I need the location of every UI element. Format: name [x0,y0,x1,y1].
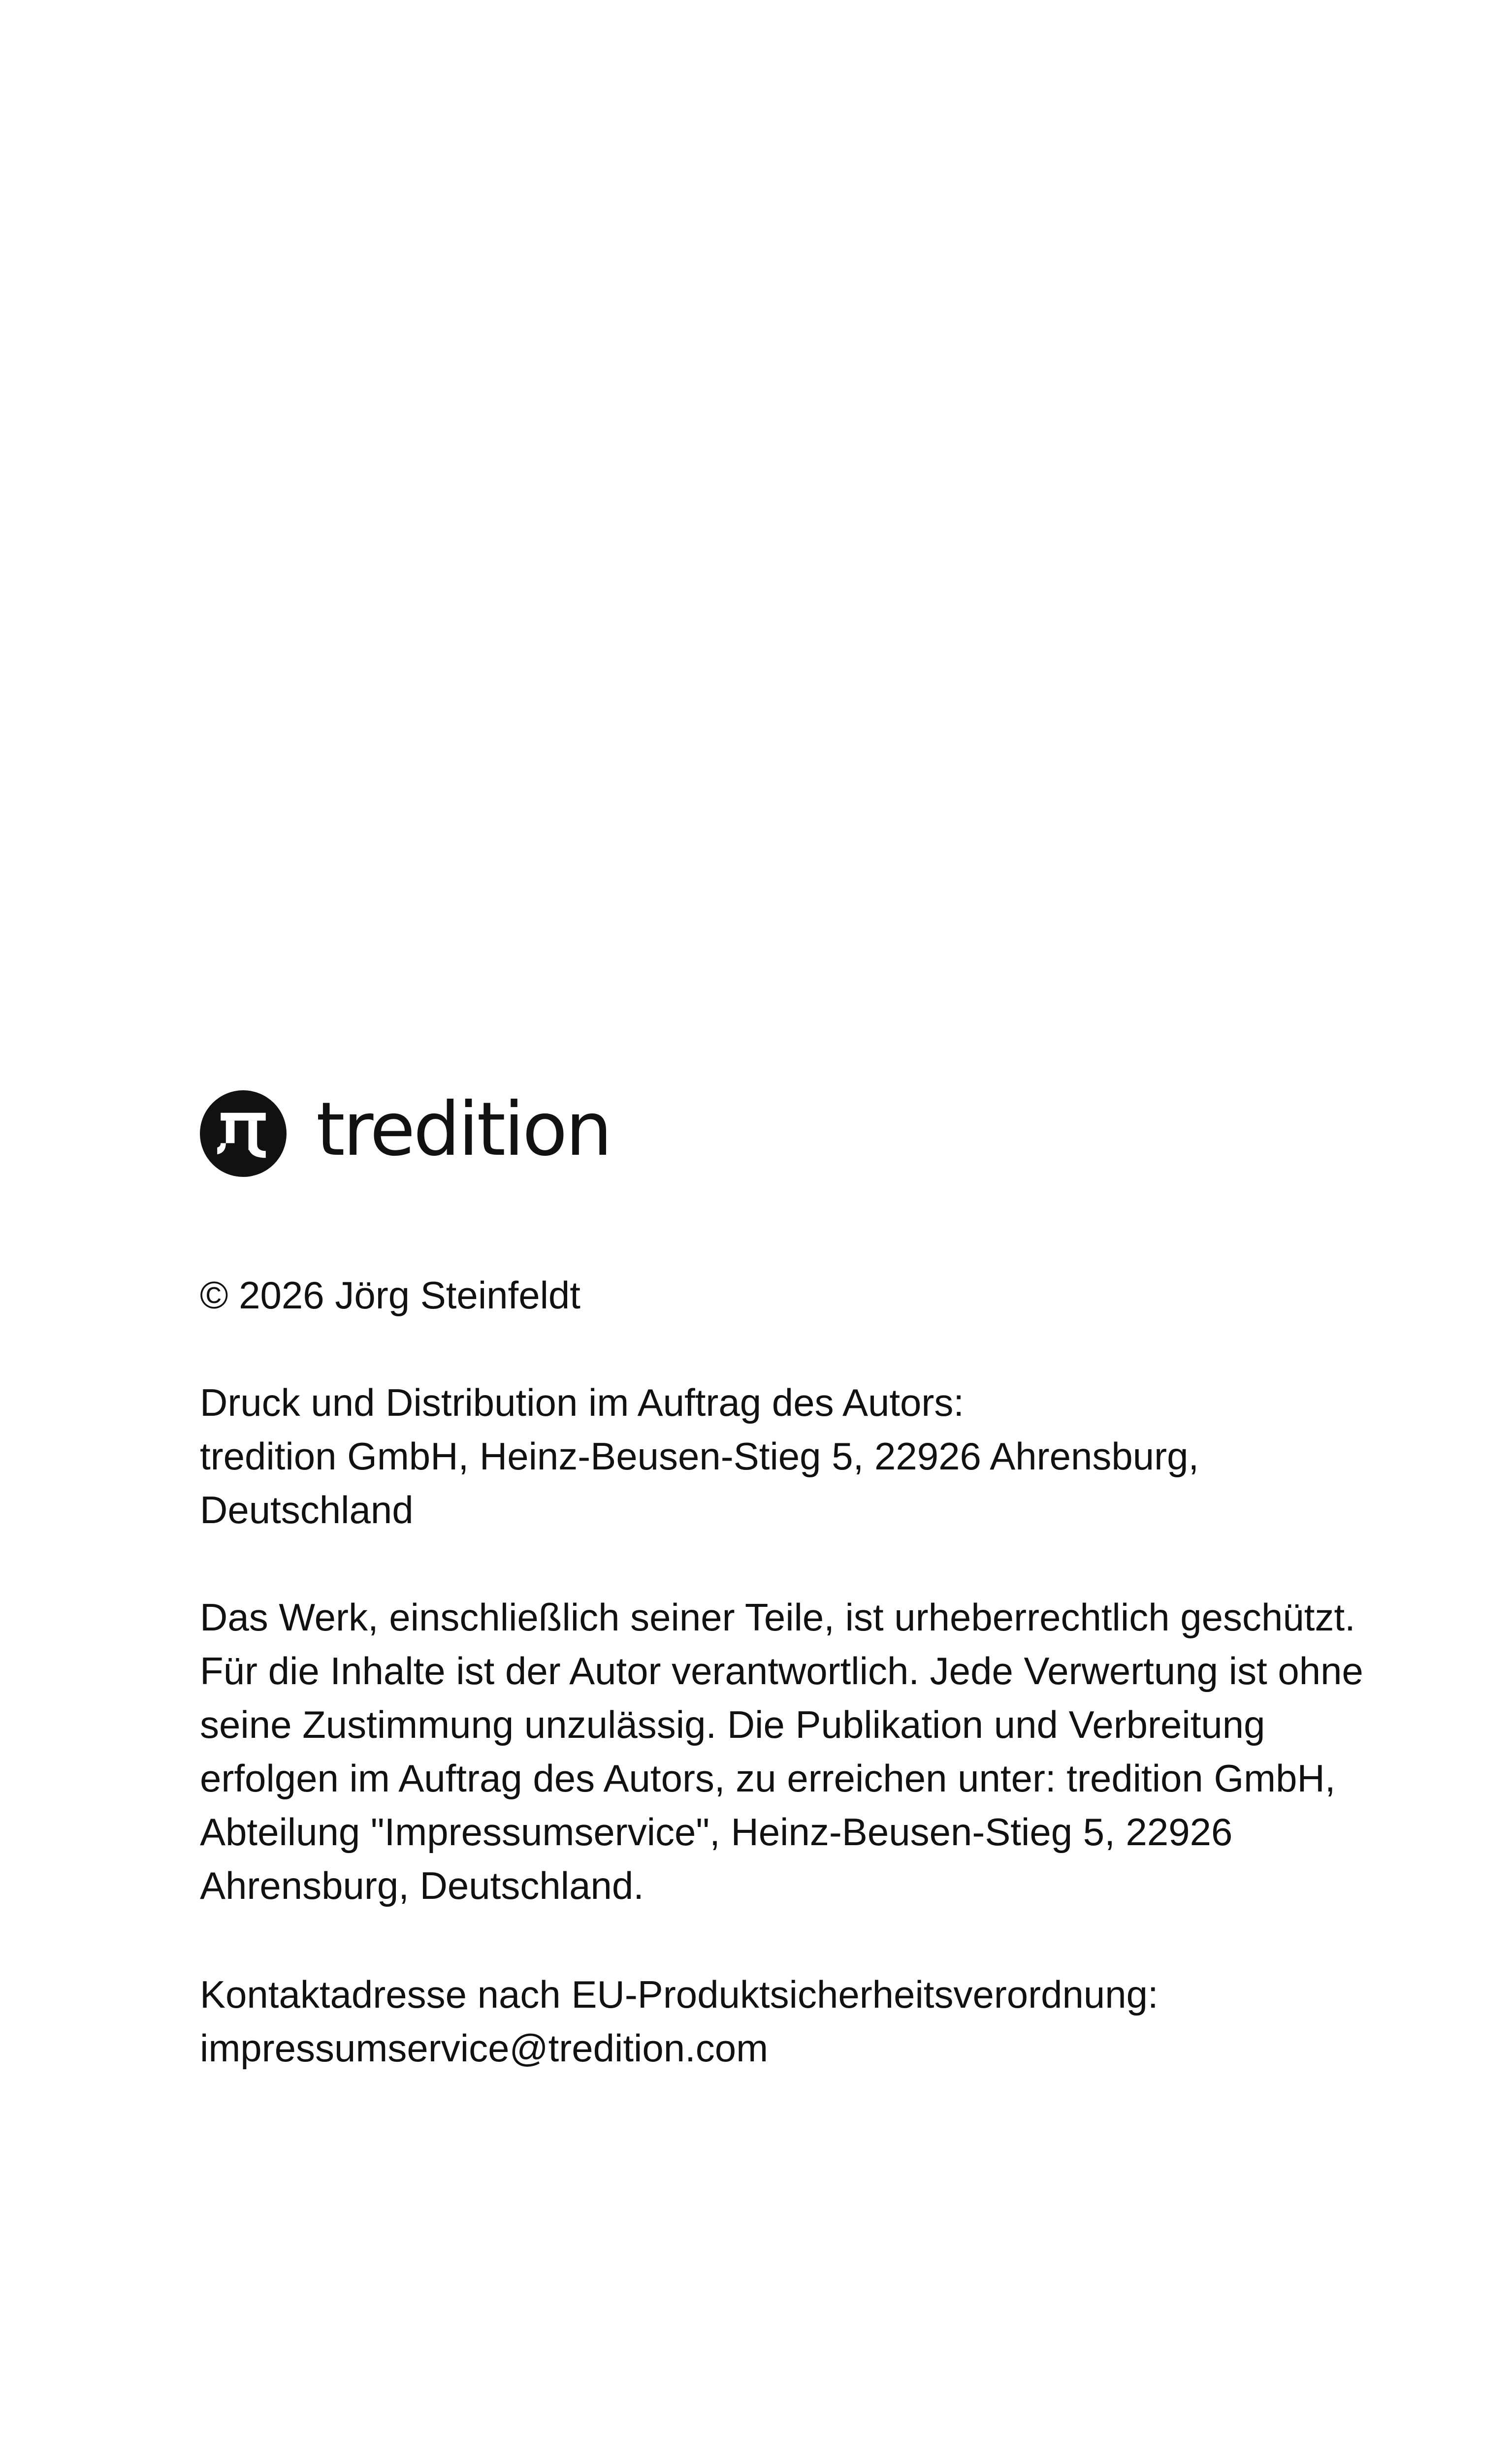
contact-line: Kontaktadresse nach EU-Produktsicherheitsverordnung: [200,1973,1158,2016]
copyright-statement [200,1591,1391,1913]
copyright-notice [200,1269,1391,1322]
printing-line-1: Druck und Distribution im Auftrag des Autors: [200,1381,965,1424]
statement-line-2: Für die Inhalte ist der Autor verantwortlich. Jede Verwertung ist ohne [200,1649,1363,1693]
contact-email: impressumservice@tredition.com [200,2026,769,2070]
logo-wordmark: tredition [316,1087,611,1173]
printing-line-3: Deutschland [200,1488,414,1531]
statement-line-6: Ahrensburg, Deutschland. [200,1864,644,1907]
printing-info [200,1376,1391,1537]
statement-line-1: Das Werk, einschließlich seiner Teile, ist urheberrechtlich geschützt. [200,1596,1355,1639]
tredition-logo-icon [200,1090,287,1177]
publisher-logo [200,1089,611,1178]
copyright-line: © 2026 Jörg Steinfeldt [200,1273,580,1317]
statement-line-5: Abteilung "Impressumservice", Heinz-Beusen-Stieg 5, 22926 [200,1810,1233,1854]
statement-line-3: seine Zustimmung unzulässig. Die Publikation und Verbreitung [200,1703,1265,1746]
contact-info [200,1968,1391,2075]
statement-line-4: erfolgen im Auftrag des Autors, zu erreichen unter: tredition GmbH, [200,1757,1336,1800]
printing-line-2: tredition GmbH, Heinz-Beusen-Stieg 5, 22926 Ahrensburg, [200,1434,1199,1478]
